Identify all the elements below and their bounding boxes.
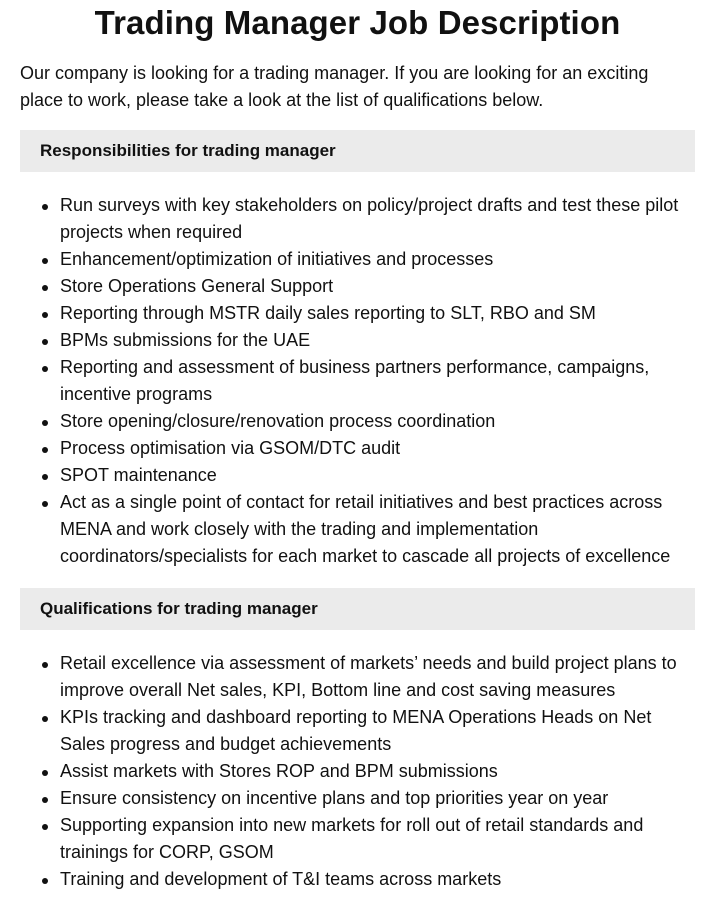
- list-item: Store Operations General Support: [60, 273, 695, 300]
- list-item: Enhancement/optimization of initiatives and processes: [60, 246, 695, 273]
- list-item: BPMs submissions for the UAE: [60, 327, 695, 354]
- list-item: Reporting and assessment of business partners performance, campaigns, incentive programs: [60, 354, 695, 408]
- list-item: Supporting expansion into new markets for roll out of retail standards and trainings for CORP, GSOM: [60, 812, 695, 866]
- list-item: Training and development of T&I teams across markets: [60, 866, 695, 893]
- intro-paragraph: Our company is looking for a trading manager. If you are looking for an exciting place to work, please take a look at the list of qualifications below.: [20, 63, 649, 110]
- qualifications-heading: Qualifications for trading manager: [20, 588, 695, 630]
- list-item: Ensure consistency on incentive plans and top priorities year on year: [60, 785, 695, 812]
- list-item: Run surveys with key stakeholders on policy/project drafts and test these pilot projects when required: [60, 192, 695, 246]
- responsibilities-heading: Responsibilities for trading manager: [20, 130, 695, 172]
- list-item: Reporting through MSTR daily sales reporting to SLT, RBO and SM: [60, 300, 695, 327]
- list-item: KPIs tracking and dashboard reporting to MENA Operations Heads on Net Sales progress and budget achievements: [60, 704, 695, 758]
- list-item: Act as a single point of contact for retail initiatives and best practices across MENA and work closely with the trading and implementation coordinators/specialists for each market to cascade all projects of excellence: [60, 489, 695, 570]
- list-item: Retail excellence via assessment of markets’ needs and build project plans to improve overall Net sales, KPI, Bottom line and cost saving measures: [60, 650, 695, 704]
- qualifications-list: [20, 650, 695, 893]
- list-item: Process optimisation via GSOM/DTC audit: [60, 435, 695, 462]
- list-item: Assist markets with Stores ROP and BPM submissions: [60, 758, 695, 785]
- list-item: SPOT maintenance: [60, 462, 695, 489]
- page-title: Trading Manager Job Description: [94, 4, 621, 41]
- list-item: Store opening/closure/renovation process coordination: [60, 408, 695, 435]
- responsibilities-list: [20, 192, 695, 570]
